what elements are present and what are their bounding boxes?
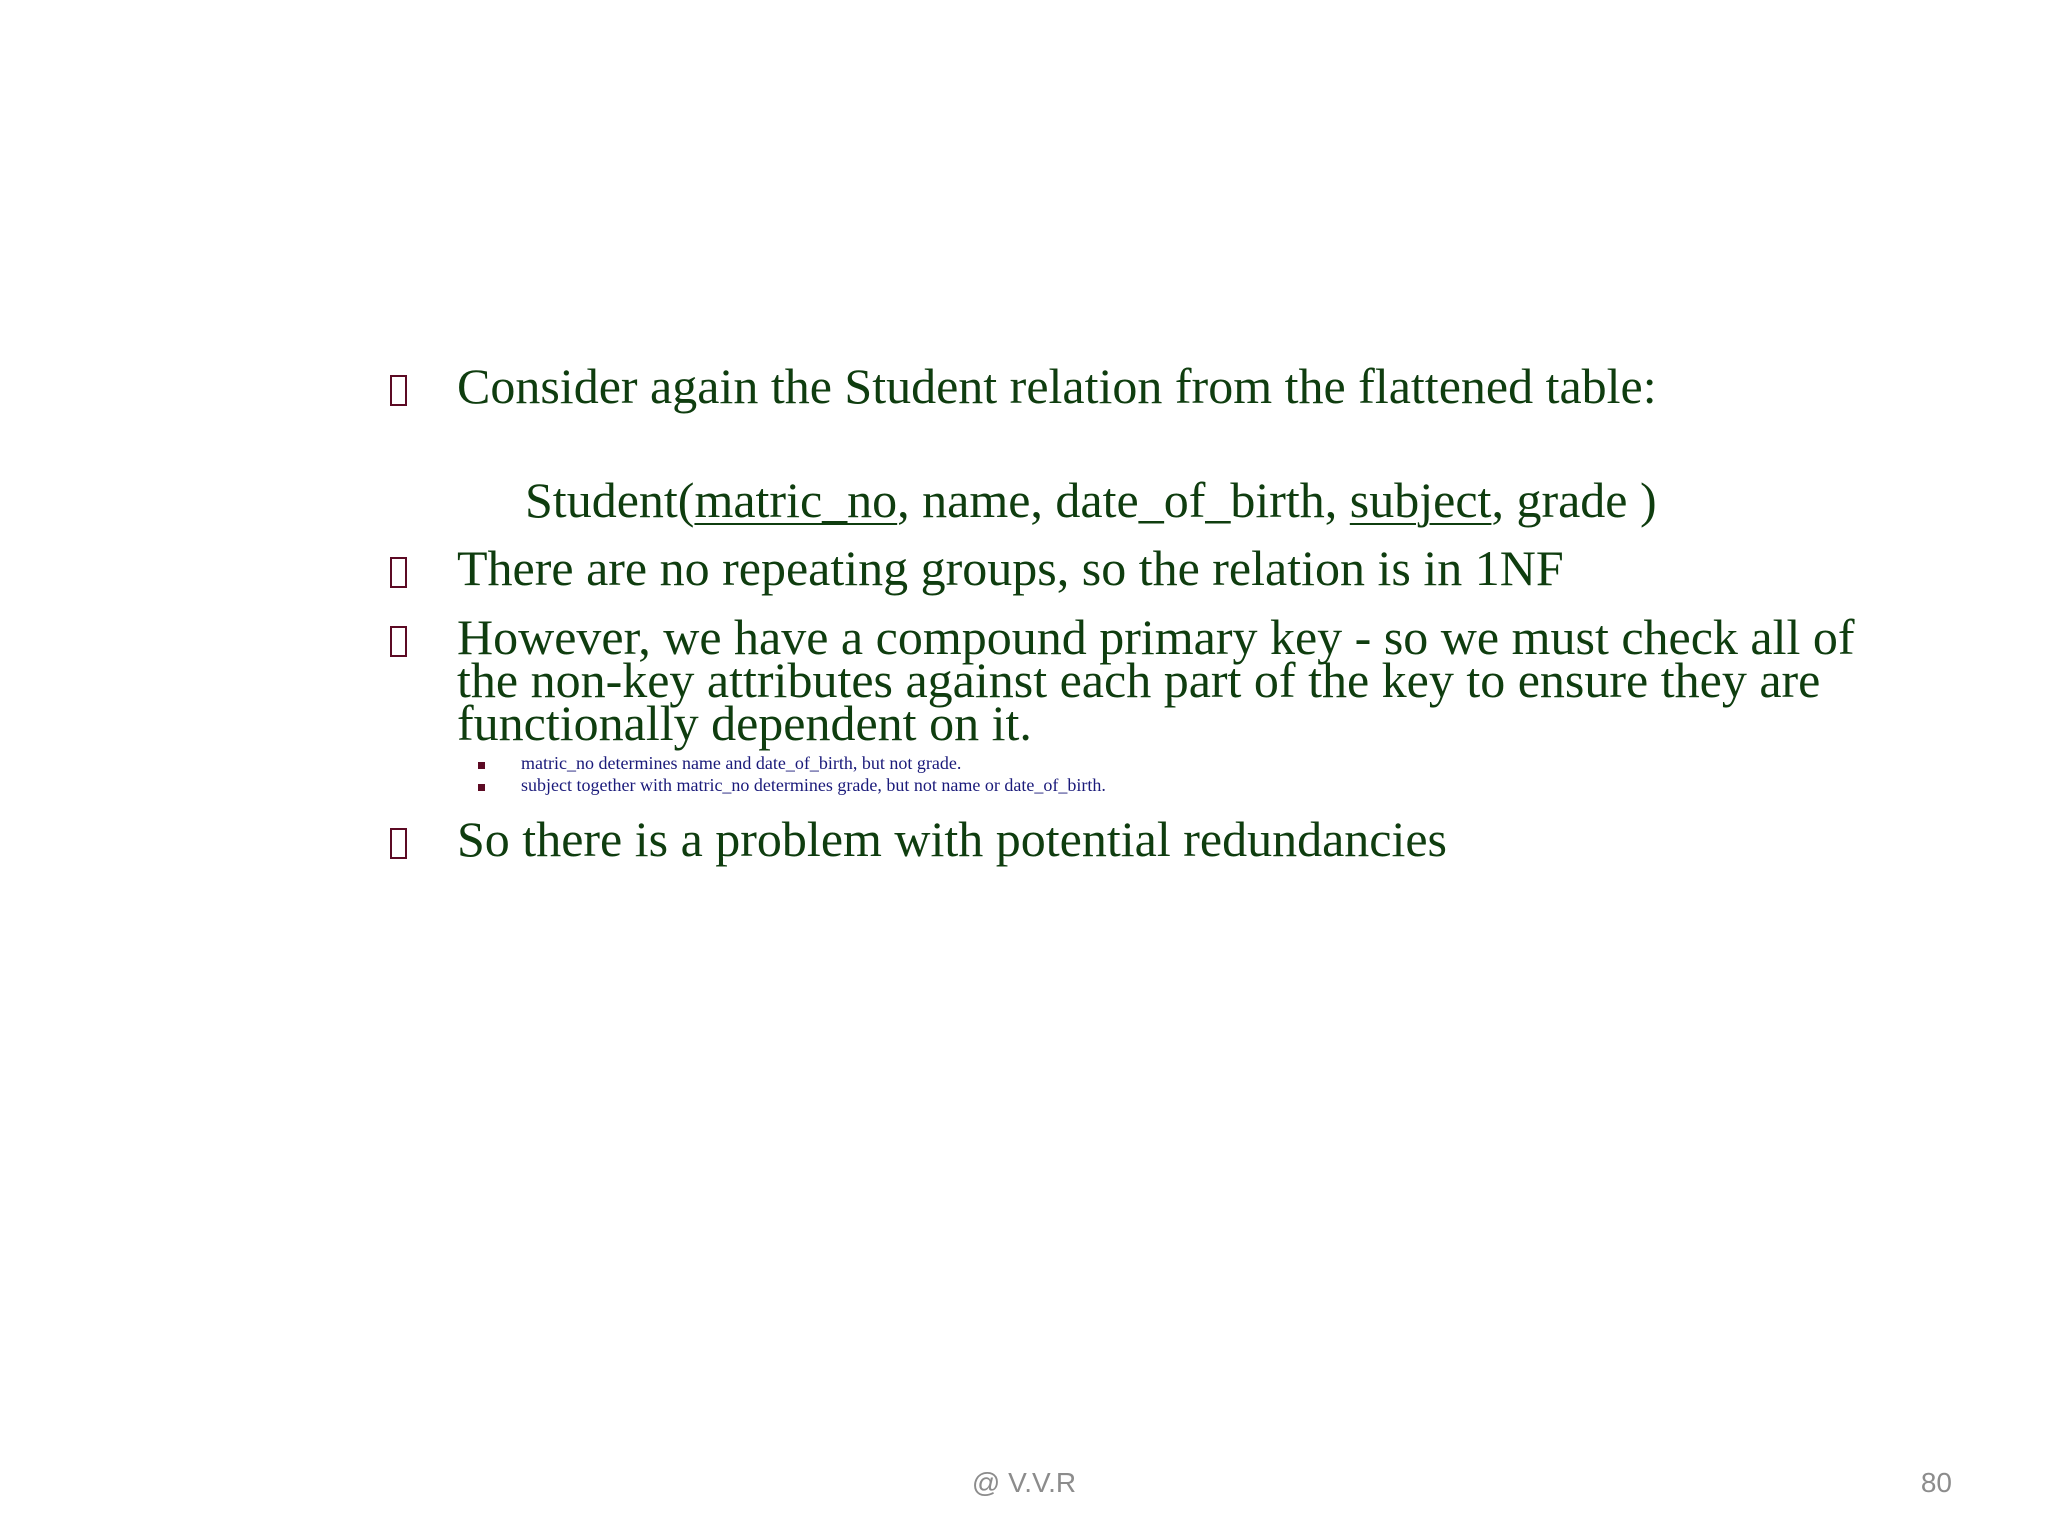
primary-key-attribute: subject bbox=[1349, 472, 1492, 528]
bullet-text: There are no repeating groups, so the relation is in 1NF bbox=[457, 540, 1564, 596]
sub-bullet-text: matric_no determines name and date_of_birth, but not grade. bbox=[521, 753, 962, 773]
square-bullet-icon bbox=[390, 828, 407, 859]
primary-key-attribute: matric_no bbox=[694, 472, 898, 528]
relation-attributes: , name, date_of_birth, bbox=[897, 472, 1350, 528]
bullet-text: Consider again the Student relation from the flattened table: bbox=[457, 358, 1657, 414]
bullet-item bbox=[390, 609, 1870, 751]
relation-suffix: , grade ) bbox=[1491, 472, 1657, 528]
footer-credit: @ V.V.R bbox=[971, 1467, 1077, 1498]
square-bullet-icon bbox=[390, 375, 407, 406]
sub-bullet-item bbox=[478, 774, 1578, 796]
bullet-item bbox=[390, 358, 1870, 415]
square-bullet-icon bbox=[390, 557, 407, 588]
bullet-item bbox=[390, 811, 1870, 868]
square-bullet-icon bbox=[390, 626, 407, 657]
small-square-bullet-icon bbox=[478, 762, 485, 769]
small-square-bullet-icon bbox=[478, 784, 485, 791]
page-number: 80 bbox=[1920, 1467, 1952, 1498]
bullet-text: However, we have a compound primary key - so we must check all of the non-key attributes against each part of the key to ensure they are functionally dependent on it. bbox=[457, 609, 1855, 751]
bullet-text: So there is a problem with potential redundancies bbox=[457, 811, 1448, 867]
bullet-item bbox=[390, 540, 1870, 597]
relation-prefix: Student( bbox=[525, 472, 695, 528]
sub-bullet-item bbox=[478, 752, 1578, 774]
relation-schema bbox=[525, 470, 1657, 530]
sub-bullet-text: subject together with matric_no determines grade, but not name or date_of_birth. bbox=[521, 775, 1106, 795]
